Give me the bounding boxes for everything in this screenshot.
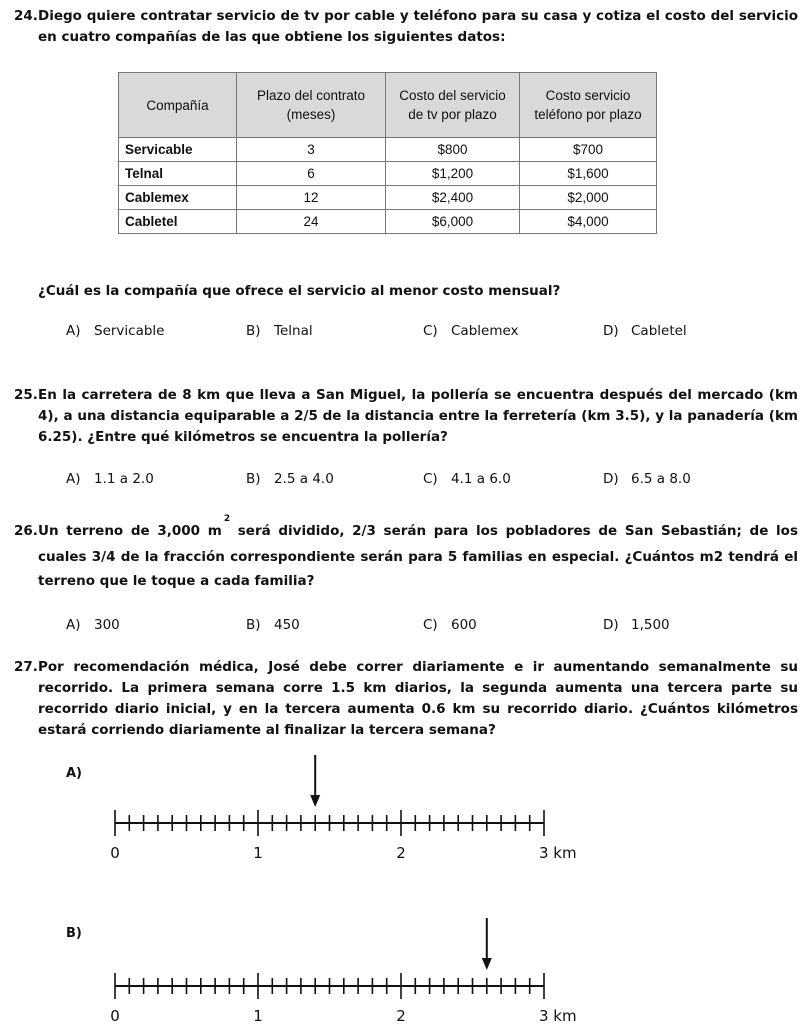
table-cell: 24: [237, 210, 386, 234]
option-text: 6.5 a 8.0: [631, 471, 691, 487]
option-a[interactable]: [66, 617, 120, 633]
table-cell: $2,400: [386, 186, 520, 210]
question-text: En la carretera de 8 km que lleva a San Miguel, la pollería se encuentra después del mercado (km 4), a una distancia equiparable a 2/5 de la distancia entre la ferretería (km 3.5), y la panadería (km 6.25). ¿Entre qué kilómetros se encuentra la pollería?: [38, 387, 798, 445]
option-b-label[interactable]: B): [66, 926, 82, 941]
option-letter: B): [246, 617, 261, 633]
option-a-label[interactable]: A): [66, 766, 83, 781]
table-row: [119, 162, 657, 186]
option-text: 1,500: [631, 617, 670, 633]
option-letter: C): [423, 323, 438, 339]
option-letter: D): [603, 617, 619, 633]
option-letter: A): [66, 617, 81, 633]
number-line-a: [100, 745, 600, 862]
option-text: 300: [94, 617, 120, 633]
table-header: Costo servicio teléfono por plazo: [520, 73, 657, 138]
table-cell: $700: [520, 138, 657, 162]
table-cell: $1,200: [386, 162, 520, 186]
option-b[interactable]: [246, 617, 300, 633]
question-number: 27.: [14, 659, 38, 675]
option-text: Cabletel: [631, 323, 687, 339]
question-text-end: será dividido, 2/3 serán para los pobladores de San Sebastián; de los cuales 3/4 de la fracción correspondiente serán para 5 familias en especial. ¿Cuántos m2 tendrá el terreno que le toque a cada familia?: [38, 523, 798, 589]
table-row: [119, 186, 657, 210]
number-line-b: [100, 908, 600, 1025]
table-header: Plazo del contrato (meses): [237, 73, 386, 138]
table-row: [119, 210, 657, 234]
option-text: 450: [274, 617, 300, 633]
question-number: 26.: [14, 523, 38, 539]
question-text: Por recomendación médica, José debe correr diariamente e ir aumentando semanalmente su recorrido. La primera semana corre 1.5 km diarios, la segunda aumenta una tercera parte su recorrido diario inicial, y en la tercera aumenta 0.6 km su recorrido diario. ¿Cuántos kilómetros estará corriendo diariamente al finalizar la tercera semana?: [38, 659, 798, 738]
question-25: [14, 385, 798, 448]
option-text: Servicable: [94, 323, 165, 339]
option-letter: D): [603, 323, 619, 339]
table-cell: $2,000: [520, 186, 657, 210]
arrow-head: [482, 958, 492, 970]
table-cell: $6,000: [386, 210, 520, 234]
option-c[interactable]: [423, 323, 519, 339]
tick-label: 1: [253, 844, 263, 862]
table-cell: Telnal: [119, 162, 237, 186]
table-cell: Cabletel: [119, 210, 237, 234]
option-text: Telnal: [274, 323, 313, 339]
company-table: [118, 72, 657, 234]
tick-label: 3 km: [539, 1007, 577, 1025]
question-text: [38, 514, 798, 593]
option-letter: C): [423, 617, 438, 633]
question-text-start: Un terreno de 3,000 m: [38, 523, 222, 539]
options-25: [66, 471, 786, 491]
table-cell: 12: [237, 186, 386, 210]
question-number: 25.: [14, 387, 38, 403]
question-24-prompt: ¿Cuál es la compañía que ofrece el servicio al menor costo mensual?: [38, 283, 561, 299]
option-b[interactable]: [246, 471, 334, 487]
table-cell: $4,000: [520, 210, 657, 234]
question-number: 24.: [14, 8, 38, 24]
option-letter: A): [66, 471, 81, 487]
option-d[interactable]: [603, 471, 691, 487]
table-header-row: [119, 73, 657, 138]
option-d[interactable]: [603, 617, 670, 633]
tick-label: 3 km: [539, 844, 577, 862]
option-text: Cablemex: [451, 323, 519, 339]
option-text: 1.1 a 2.0: [94, 471, 154, 487]
question-text: Diego quiere contratar servicio de tv por cable y teléfono para su casa y cotiza el costo del servicio en cuatro compañías de las que obtiene los siguientes datos:: [38, 8, 798, 45]
option-a[interactable]: [66, 471, 154, 487]
table-cell: Cablemex: [119, 186, 237, 210]
tick-label: 2: [396, 844, 406, 862]
option-d[interactable]: [603, 323, 687, 339]
tick-label: 0: [110, 1007, 120, 1025]
tick-label: 1: [253, 1007, 263, 1025]
tick-label: 0: [110, 844, 120, 862]
option-c[interactable]: [423, 471, 511, 487]
question-24: [14, 6, 798, 48]
option-text: 600: [451, 617, 477, 633]
table-header: Compañía: [119, 73, 237, 138]
table-header: Costo del servicio de tv por plazo: [386, 73, 520, 138]
option-letter: C): [423, 471, 438, 487]
options-26: [66, 617, 786, 637]
table-cell: Servicable: [119, 138, 237, 162]
option-b[interactable]: [246, 323, 313, 339]
table-row: [119, 138, 657, 162]
options-24: [66, 323, 786, 343]
table-cell: 6: [237, 162, 386, 186]
option-text: 2.5 a 4.0: [274, 471, 334, 487]
option-a[interactable]: [66, 323, 165, 339]
tick-label: 2: [396, 1007, 406, 1025]
option-letter: B): [246, 323, 261, 339]
option-c[interactable]: [423, 617, 477, 633]
table-cell: $800: [386, 138, 520, 162]
option-letter: A): [66, 323, 81, 339]
question-26: [14, 514, 798, 593]
superscript-2: 2: [223, 514, 231, 524]
question-27: [14, 657, 798, 741]
option-letter: D): [603, 471, 619, 487]
table-cell: 3: [237, 138, 386, 162]
table-cell: $1,600: [520, 162, 657, 186]
option-letter: B): [246, 471, 261, 487]
arrow-head: [310, 795, 320, 807]
option-text: 4.1 a 6.0: [451, 471, 511, 487]
